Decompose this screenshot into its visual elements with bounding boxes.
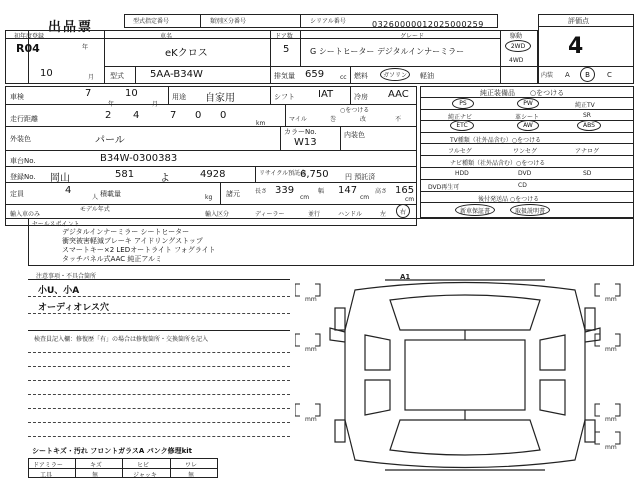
serial-number: 03260000012025000259 bbox=[372, 20, 484, 29]
length-value: 339 bbox=[275, 185, 295, 196]
doors-value: 5 bbox=[283, 44, 290, 55]
navi-dvd: DVD bbox=[518, 170, 532, 177]
width-label: 幅 bbox=[318, 188, 325, 195]
drive-4wd: 4WD bbox=[509, 57, 524, 64]
legend-r2-c1: 工具 bbox=[40, 472, 53, 479]
handle-right: 右 bbox=[396, 204, 410, 218]
import-dealer: ディーラー bbox=[255, 211, 285, 218]
ac-value: AAC bbox=[388, 89, 409, 100]
legend-r2-c4: 無 bbox=[188, 472, 195, 479]
year-suffix: 年 bbox=[82, 44, 89, 51]
interior-b: B bbox=[580, 67, 595, 82]
navi-type-label: ナビ種類（社外品含む）○をつける bbox=[450, 160, 546, 167]
equip-abs: ABS bbox=[577, 120, 601, 131]
tv-analog: アナログ bbox=[575, 148, 600, 155]
mileage-label: 走行距離 bbox=[10, 115, 38, 123]
interior-label: 内装 bbox=[541, 72, 554, 79]
import-label: 輸入車のみ bbox=[10, 211, 41, 218]
equip-etc: ETC bbox=[450, 120, 474, 131]
exterior-color-label: 外装色 bbox=[10, 135, 31, 143]
grade-name: G シートヒーター デジタルインナーミラー bbox=[310, 47, 465, 56]
shift-label: シフト bbox=[274, 93, 295, 101]
recycle-state: 円 預託済 bbox=[345, 173, 376, 181]
car-name: eKクロス bbox=[165, 48, 208, 59]
cd-label: CD bbox=[518, 182, 527, 189]
displacement-value: 659 bbox=[305, 69, 325, 80]
mm-label-6: mm bbox=[605, 416, 617, 423]
new-warranty: 新車保証書 bbox=[455, 204, 495, 216]
interior-c: C bbox=[607, 71, 612, 79]
plate-area: 岡山 bbox=[50, 173, 70, 184]
meter-note: ○をつける bbox=[340, 107, 370, 114]
mm-label-4: mm bbox=[605, 346, 617, 353]
usage-label: 用途 bbox=[172, 93, 186, 101]
legend-r1-c3: ヒビ bbox=[137, 462, 150, 469]
model-value: 5AA-B34W bbox=[150, 69, 203, 80]
equip-tv: 純正TV bbox=[575, 102, 595, 109]
legend-r1-c4: ワレ bbox=[185, 462, 198, 469]
recycle-label: リサイクル預託金 bbox=[259, 170, 307, 177]
fuel-diesel: 軽油 bbox=[420, 72, 434, 80]
mileage-digit-1: 2 bbox=[105, 110, 112, 121]
length-label: 長さ bbox=[255, 188, 268, 195]
equipment-title: 純正装備品 bbox=[480, 89, 515, 97]
navi-hdd: HDD bbox=[455, 170, 469, 177]
height-value: 165 bbox=[395, 185, 415, 196]
tv-type-label: TV種類（社外品含む）○をつける bbox=[450, 137, 542, 144]
meter-label: マイル bbox=[289, 116, 307, 123]
first-reg-era: R04 bbox=[16, 42, 40, 55]
grade-name-label: グレード bbox=[400, 33, 425, 40]
equip-ps: PS bbox=[452, 98, 474, 109]
inspection-label: 車検 bbox=[10, 93, 24, 101]
height-unit: cm bbox=[405, 196, 415, 203]
usage-value: 自家用 bbox=[205, 93, 235, 104]
shift-value: IAT bbox=[318, 89, 334, 100]
capacity-label: 定員 bbox=[10, 190, 24, 198]
capacity-value: 4 bbox=[65, 185, 72, 196]
plate-kana: よ bbox=[160, 173, 170, 184]
note-line-1: 小U、小A bbox=[38, 286, 80, 296]
chassis-label: 車台No. bbox=[10, 157, 36, 165]
meter-opt-2: 改 bbox=[360, 116, 367, 123]
plate-no: 4928 bbox=[200, 169, 226, 180]
load-unit: kg bbox=[205, 194, 213, 201]
doors-label: ドア数 bbox=[275, 33, 293, 40]
equipment-note: ○をつける bbox=[530, 89, 565, 97]
mm-label-1: mm bbox=[305, 296, 317, 303]
displacement-label: 排気量 bbox=[274, 72, 295, 80]
first-reg-month: 10 bbox=[40, 68, 53, 79]
height-label: 高さ bbox=[375, 188, 388, 195]
equip-leather: 革シート bbox=[515, 114, 540, 121]
fuel-label: 燃料 bbox=[354, 72, 368, 80]
chassis-no: B34W-0300383 bbox=[100, 153, 178, 164]
equip-sr: SR bbox=[583, 112, 591, 119]
length-unit: cm bbox=[300, 194, 310, 201]
mileage-digit-4: 0 bbox=[195, 110, 202, 121]
mileage-digit-2: 4 bbox=[133, 110, 140, 121]
mm-label-7: mm bbox=[605, 444, 617, 451]
interior-a: A bbox=[565, 71, 570, 79]
equip-aw: AW bbox=[517, 120, 539, 131]
legend-r1-c2: キズ bbox=[90, 462, 102, 469]
color-no-label: カラーNo. bbox=[284, 128, 317, 136]
recycle-value: 6,750 bbox=[300, 169, 329, 180]
meter-opt-1: 巻 bbox=[330, 116, 337, 123]
rear-items-label: 後付発送品 ○をつける bbox=[478, 196, 540, 203]
meter-opt-3: 不 bbox=[395, 116, 402, 123]
serial-no-label: シリアル番号 bbox=[310, 18, 346, 25]
category-no-label: 類別区分番号 bbox=[210, 18, 247, 25]
import-parallel: 並行 bbox=[308, 211, 321, 218]
ac-label: 冷房 bbox=[354, 93, 368, 101]
width-unit: cm bbox=[360, 194, 370, 201]
equip-navi: 純正ナビ bbox=[448, 114, 473, 121]
drive-2wd: 2WD bbox=[505, 40, 531, 52]
dim-label: 諸元 bbox=[226, 190, 240, 198]
legend-r2-c2: 無 bbox=[92, 472, 99, 479]
model-label: 型式 bbox=[110, 72, 124, 80]
tv-oneseg: ワンセグ bbox=[513, 148, 538, 155]
inspection-month: 10 bbox=[125, 88, 138, 99]
sales-point-2: 衝突被害軽減ブレーキ アイドリングストップ bbox=[62, 237, 203, 245]
load-label: 積載量 bbox=[100, 190, 121, 198]
model-year-label: モデル年式 bbox=[80, 206, 110, 213]
inspector-note-label: 検査員記入欄：修復歴「有」の場合は修復箇所・交換箇所を記入 bbox=[34, 336, 209, 343]
mileage-digit-5: 0 bbox=[220, 110, 227, 121]
car-diagram bbox=[295, 270, 635, 480]
fuel-gasoline: ガソリン bbox=[380, 68, 410, 81]
inspection-year-unit: 年 bbox=[108, 101, 115, 108]
import-type-label: 輸入区分 bbox=[205, 211, 230, 218]
displacement-unit: cc bbox=[340, 74, 347, 81]
form-no-label: 型式指定番号 bbox=[133, 18, 170, 25]
plate-class: 581 bbox=[115, 169, 135, 180]
notes-label: 注意事項・不具合箇所 bbox=[36, 273, 97, 280]
mm-label-3: mm bbox=[305, 346, 317, 353]
page-title: 出品票 bbox=[48, 20, 94, 35]
capacity-unit: 人 bbox=[92, 194, 99, 201]
mileage-digit-3: 7 bbox=[170, 110, 177, 121]
plate-label: 登録No. bbox=[10, 173, 36, 181]
equip-pw: PW bbox=[517, 98, 539, 109]
color-no: W13 bbox=[294, 137, 317, 148]
note-line-2: オーディオレス穴 bbox=[38, 303, 110, 313]
car-name-label: 車名 bbox=[160, 33, 173, 40]
inspection-month-unit: 月 bbox=[152, 101, 159, 108]
mm-label-5: mm bbox=[305, 416, 317, 423]
sales-points-label: セールスポイント bbox=[32, 221, 80, 228]
first-reg-label: 初年度登録 bbox=[14, 33, 45, 40]
legend-r2-c3: ジャッキ bbox=[133, 472, 157, 479]
sales-point-3: スマートキー×2 LEDオートライト フォグライト bbox=[62, 246, 216, 254]
width-value: 147 bbox=[338, 185, 358, 196]
drive-label: 駆動 bbox=[510, 33, 523, 40]
navi-sd: SD bbox=[583, 170, 592, 177]
interior-color-label: 内装色 bbox=[344, 131, 365, 139]
manual: 取扱説明書 bbox=[510, 204, 550, 216]
tv-fullseg: フルセグ bbox=[448, 148, 472, 155]
exterior-color: パール bbox=[95, 135, 125, 146]
sales-point-1: デジタルインナーミラー シートヒーター bbox=[62, 228, 190, 236]
grade-label: 評価点 bbox=[568, 17, 589, 25]
grade-value: 4 bbox=[568, 34, 584, 59]
mm-label-2: mm bbox=[605, 296, 617, 303]
bottom-note: シートキズ・汚れ フロントガラスA パンク修理kit bbox=[32, 447, 192, 455]
sales-point-4: タッチパネル式AAC 純正アルミ bbox=[62, 255, 163, 263]
handle-label: ハンドル bbox=[338, 211, 363, 218]
month-suffix: 月 bbox=[88, 74, 95, 81]
dvd-play-label: DVD再生可 bbox=[428, 184, 460, 191]
inspection-year: 7 bbox=[85, 88, 92, 99]
legend-r1-c1: ドアミラー bbox=[33, 462, 63, 469]
handle-left: 左 bbox=[380, 211, 387, 218]
diagram-marker: A1 bbox=[400, 273, 411, 281]
mileage-unit: km bbox=[256, 120, 266, 127]
